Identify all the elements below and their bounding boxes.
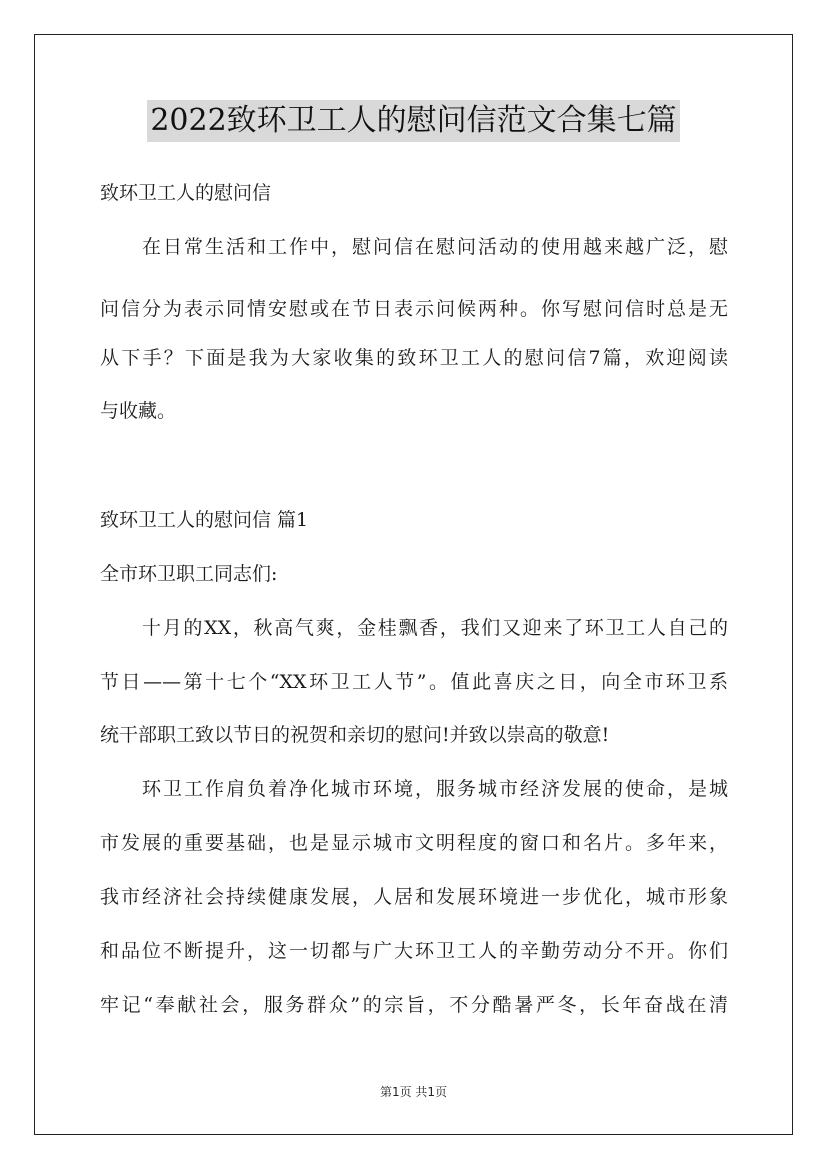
salutation: 全市环卫职工同志们: [100,563,278,585]
intro-line: 在日常生活和工作中，慰问信在慰问活动的使用越来越广泛，慰 [142,236,728,258]
paragraph-line: 和品位不断提升，这一切都与广大环卫工人的辛勤劳动分不开。你们 [100,940,728,962]
chapter-heading: 致环卫工人的慰问信 篇1 [100,509,309,531]
intro-line: 从下手？下面是我为大家收集的致环卫工人的慰问信7篇，欢迎阅读 [100,347,728,369]
paragraph-line: 牢记“奉献社会，服务群众”的宗旨，不分酷暑严冬，长年奋战在清 [100,994,728,1016]
paragraph-line: 环卫工作肩负着净化城市环境，服务城市经济发展的使命，是城 [142,778,728,800]
document-title: 2022致环卫工人的慰问信范文合集七篇 [147,100,679,142]
intro-line: 与收藏。 [100,400,177,422]
paragraph-line: 统干部职工致以节日的祝贺和亲切的慰问!并致以崇高的敬意! [100,724,610,746]
intro-line: 问信分为表示同情安慰或在节日表示问候两种。你写慰问信时总是无 [100,298,728,320]
paragraph-line: 节日——第十七个“XX环卫工人节”。值此喜庆之日，向全市环卫系 [100,671,728,693]
page-footer: 第1页 共1页 [379,1085,448,1099]
paragraph-line: 市发展的重要基础，也是显示城市文明程度的窗口和名片。多年来， [100,832,728,854]
paragraph-line: 十月的XX，秋高气爽，金桂飘香，我们又迎来了环卫工人自己的 [142,617,728,639]
paragraph-line: 我市经济社会持续健康发展，人居和发展环境进一步优化，城市形象 [100,886,728,908]
title-container [0,100,827,142]
section-heading: 致环卫工人的慰问信 [100,182,272,204]
